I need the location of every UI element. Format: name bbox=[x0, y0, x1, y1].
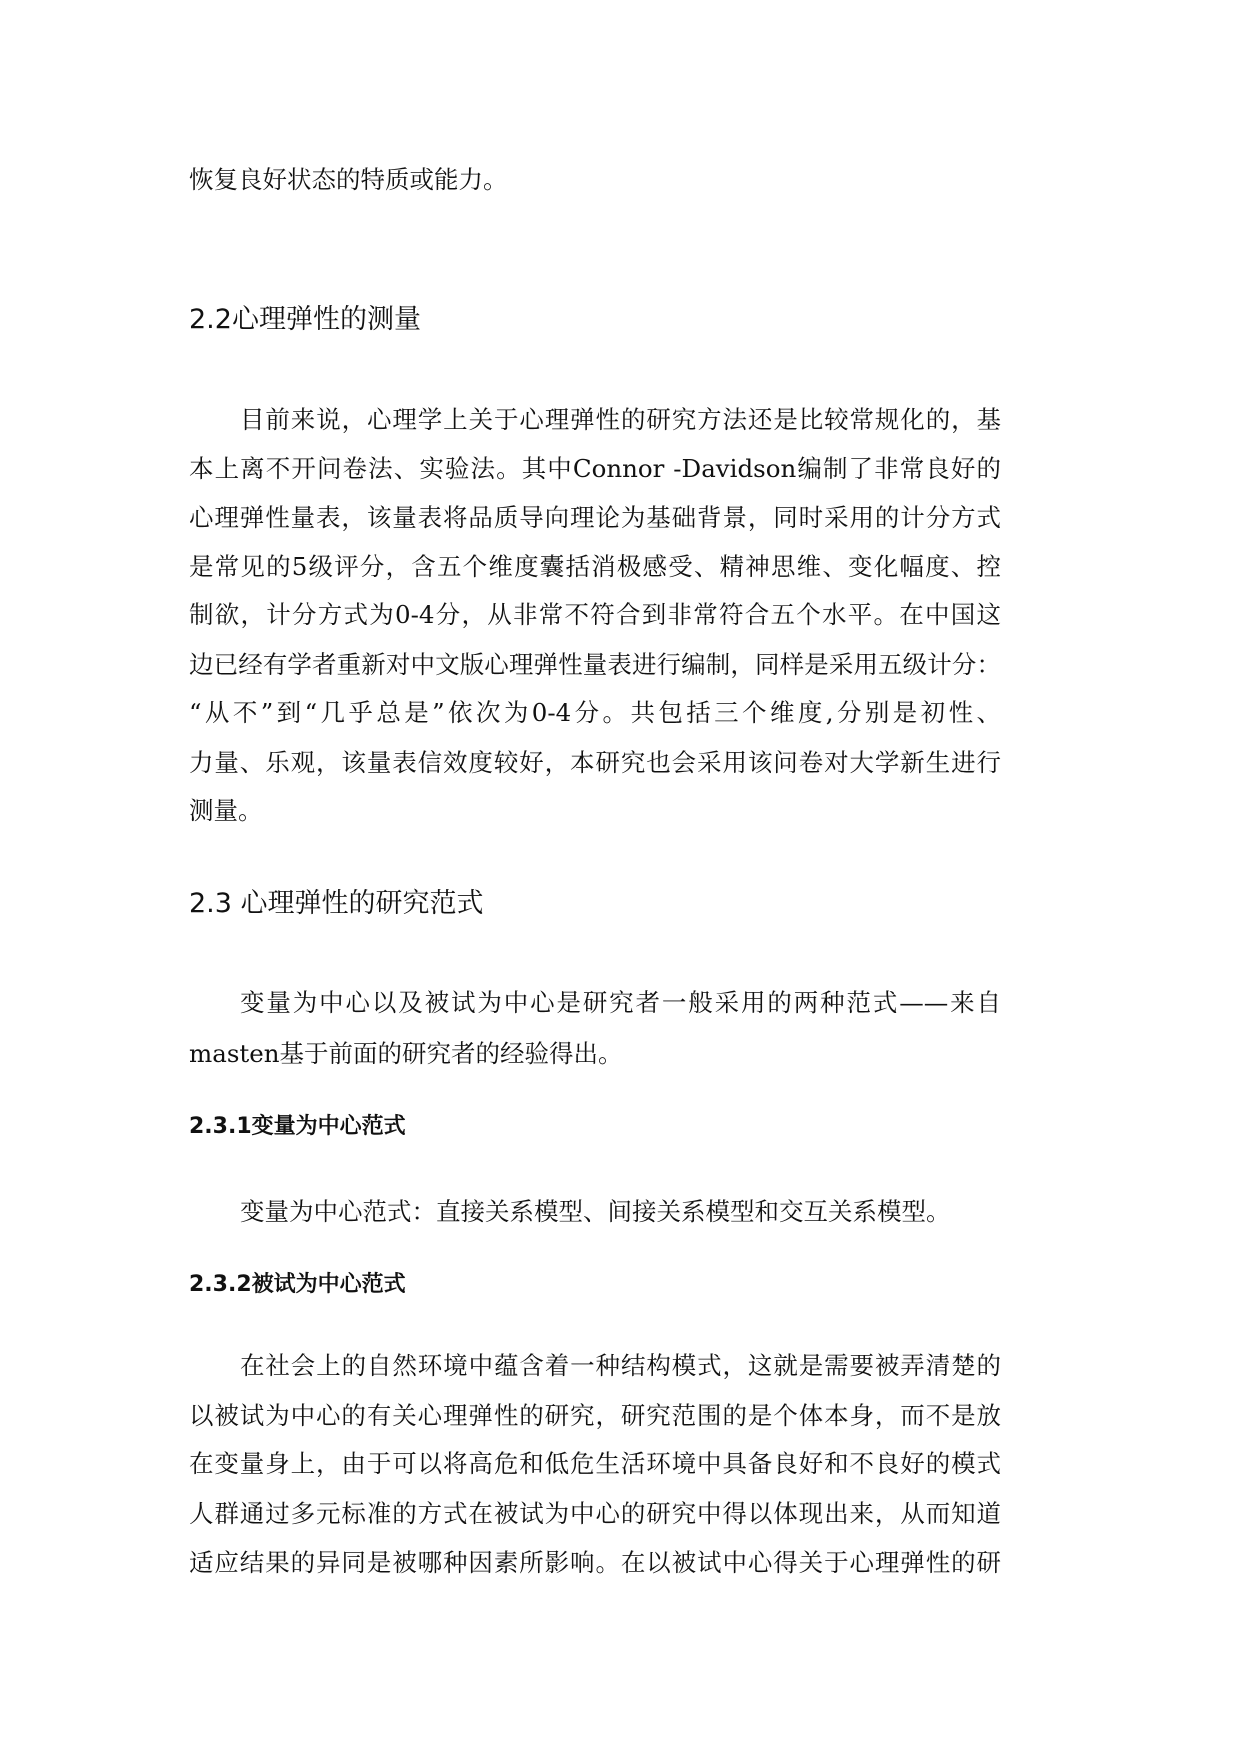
section-heading-2-2: 2.2心理弹性的测量 bbox=[189, 304, 421, 335]
paragraph-line: 在社会上的自然环境中蕴含着一种结构模式，这就是需要被弄清楚的 bbox=[240, 1351, 1001, 1380]
paragraph-line: 恢复良好状态的特质或能力。 bbox=[189, 165, 508, 194]
paragraph-line: 本上离不开问卷法、实验法。其中Connor -Davidson编制了非常良好的 bbox=[189, 454, 1001, 483]
paragraph-line: 力量、乐观，该量表信效度较好，本研究也会采用该问卷对大学新生进行 bbox=[189, 748, 1001, 777]
paragraph-line: masten基于前面的研究者的经验得出。 bbox=[189, 1039, 623, 1068]
paragraph-line: 变量为中心以及被试为中心是研究者一般采用的两种范式——来自 bbox=[240, 988, 1001, 1017]
paragraph-line: 心理弹性量表，该量表将品质导向理论为基础背景，同时采用的计分方式 bbox=[189, 503, 1001, 532]
section-heading-2-3-2: 2.3.2被试为中心范式 bbox=[189, 1272, 406, 1297]
section-heading-2-3: 2.3 心理弹性的研究范式 bbox=[189, 888, 484, 919]
paragraph-line: 在变量身上，由于可以将高危和低危生活环境中具备良好和不良好的模式 bbox=[189, 1449, 1001, 1478]
paragraph-line: 适应结果的异同是被哪种因素所影响。在以被试中心得关于心理弹性的研 bbox=[189, 1548, 1001, 1577]
section-heading-2-3-1: 2.3.1变量为中心范式 bbox=[189, 1114, 406, 1139]
paragraph-line: 以被试为中心的有关心理弹性的研究，研究范围的是个体本身，而不是放 bbox=[189, 1401, 1001, 1430]
paragraph-line: 制欲，计分方式为0-4分，从非常不符合到非常符合五个水平。在中国这 bbox=[189, 600, 1001, 629]
paragraph-line: 测量。 bbox=[189, 796, 263, 825]
paragraph-line: 人群通过多元标准的方式在被试为中心的研究中得以体现出来，从而知道 bbox=[189, 1499, 1001, 1528]
paragraph-line: 变量为中心范式：直接关系模型、间接关系模型和交互关系模型。 bbox=[240, 1197, 951, 1226]
paragraph-line: “从不”到“几乎总是”依次为0-4分。共包括三个维度,分别是初性、 bbox=[189, 698, 1001, 727]
paragraph-line: 目前来说，心理学上关于心理弹性的研究方法还是比较常规化的，基 bbox=[240, 405, 1001, 434]
paragraph-line: 边已经有学者重新对中文版心理弹性量表进行编制，同样是采用五级计分： bbox=[189, 650, 1001, 679]
paragraph-line: 是常见的5级评分，含五个维度囊括消极感受、精神思维、变化幅度、控 bbox=[189, 552, 1001, 581]
